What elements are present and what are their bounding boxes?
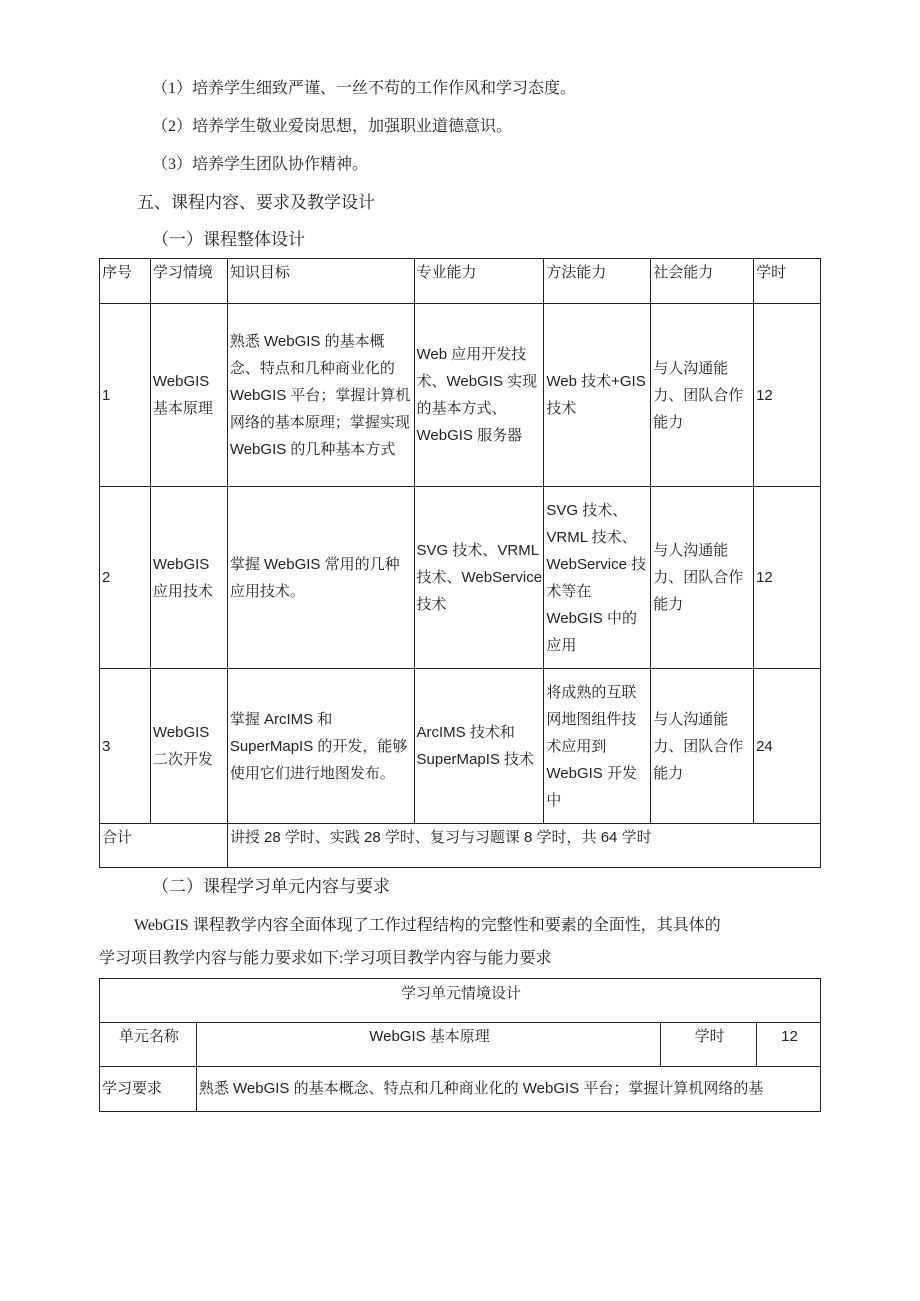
row-number: 2	[100, 487, 151, 669]
table-row	[100, 669, 821, 824]
situation-cell: WebGIS 二次开发	[150, 669, 227, 824]
knowledge-cell: 掌握 ArcIMS 和 SuperMapIS 的开发，能够使用它们进行地图发布。	[227, 669, 414, 824]
social-cell: 与人沟通能力、团队合作能力	[651, 487, 754, 669]
situation-cell: WebGIS 基本原理	[150, 304, 227, 487]
goal-1: （1）培养学生细致严谨、一丝不苟的工作作风和学习态度。	[152, 80, 577, 97]
situation-cell: WebGIS 应用技术	[150, 487, 227, 669]
intro-line-1: WebGIS 课程教学内容全面体现了工作过程结构的完整性和要素的全面性，其具体的	[134, 917, 721, 934]
subheading-unit-content: （二）课程学习单元内容与要求	[152, 877, 390, 896]
method-cell: 将成熟的互联网地图组件技术应用到 WebGIS 开发中	[544, 669, 651, 824]
hours-cell: 12	[754, 304, 821, 487]
goal-2: （2）培养学生敬业爱岗思想，加强职业道德意识。	[152, 118, 513, 135]
professional-cell: Web 应用开发技术、WebGIS 实现的基本方式、WebGIS 服务器	[414, 304, 544, 487]
table-row	[100, 487, 821, 669]
unit-name: WebGIS 基本原理	[196, 1023, 660, 1067]
subheading-overall-design: （一）课程整体设计	[152, 230, 305, 249]
total-text: 讲授 28 学时、实践 28 学时、复习与习题课 8 学时，共 64 学时	[227, 824, 820, 868]
professional-cell: SVG 技术、VRML 技术、WebService 技术	[414, 487, 544, 669]
unit-requirement-row	[100, 1067, 821, 1112]
hours-cell: 12	[754, 487, 821, 669]
header-cell: 知识目标	[227, 259, 414, 304]
table-total-row	[100, 824, 821, 868]
social-cell: 与人沟通能力、团队合作能力	[651, 669, 754, 824]
requirement-text: 熟悉 WebGIS 的基本概念、特点和几种商业化的 WebGIS 平台；掌握计算机网络的基	[196, 1067, 820, 1112]
header-cell: 方法能力	[544, 259, 651, 304]
table-row	[100, 304, 821, 487]
row-number: 1	[100, 304, 151, 487]
header-cell: 专业能力	[414, 259, 544, 304]
hours-label: 学时	[661, 1023, 757, 1067]
total-label: 合计	[100, 824, 228, 868]
unit-table-title: 学习单元情境设计	[100, 979, 821, 1023]
row-number: 3	[100, 669, 151, 824]
unit-design-table	[99, 978, 821, 1112]
hours-cell: 24	[754, 669, 821, 824]
method-cell: Web 技术+GIS 技术	[544, 304, 651, 487]
course-design-table	[99, 258, 821, 868]
intro-line-2: 学习项目教学内容与能力要求如下:学习项目教学内容与能力要求	[99, 950, 552, 967]
professional-cell: ArcIMS 技术和 SuperMapIS 技术	[414, 669, 544, 824]
header-cell: 序号	[100, 259, 151, 304]
social-cell: 与人沟通能力、团队合作能力	[651, 304, 754, 487]
header-cell: 学习情境	[150, 259, 227, 304]
unit-title-row	[100, 979, 821, 1023]
method-cell: SVG 技术、VRML 技术、WebService 技术等在 WebGIS 中的应用	[544, 487, 651, 669]
unit-name-label: 单元名称	[100, 1023, 197, 1067]
knowledge-cell: 掌握 WebGIS 常用的几种应用技术。	[227, 487, 414, 669]
requirement-label: 学习要求	[100, 1067, 197, 1112]
header-cell: 学时	[754, 259, 821, 304]
header-cell: 社会能力	[651, 259, 754, 304]
unit-hours: 12	[757, 1023, 821, 1067]
unit-name-row	[100, 1023, 821, 1067]
goal-3: （3）培养学生团队协作精神。	[152, 156, 369, 173]
section-heading-5: 五、课程内容、要求及教学设计	[137, 193, 375, 212]
table-header-row	[100, 259, 821, 304]
knowledge-cell: 熟悉 WebGIS 的基本概念、特点和几种商业化的 WebGIS 平台；掌握计算机网络的基本原理；掌握实现 WebGIS 的几种基本方式	[227, 304, 414, 487]
